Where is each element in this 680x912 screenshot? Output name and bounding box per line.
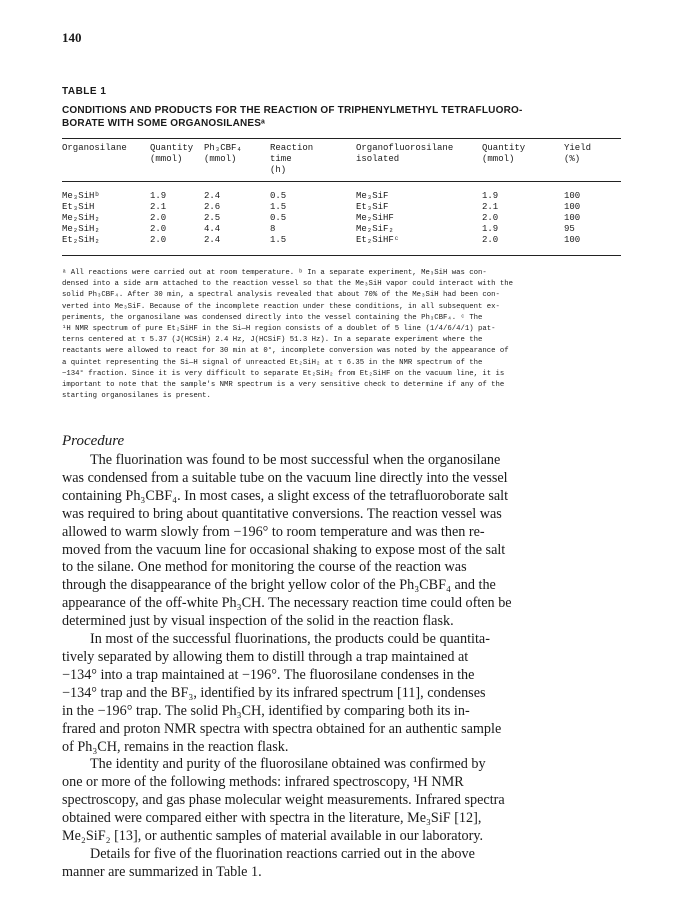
table-cell: 2.0 — [482, 235, 499, 245]
table-cell: 1.9 — [150, 191, 167, 201]
body-line: frared and proton NMR spectra with spectra obtained for an authentic sample — [62, 720, 502, 737]
table-header-cell — [564, 141, 621, 180]
table-header-text: time — [270, 154, 292, 164]
table-cell: 2.0 — [482, 213, 499, 223]
table-cell: 2.4 — [204, 235, 221, 245]
section-heading: Procedure — [62, 433, 125, 449]
table-cell: 1.9 — [482, 191, 499, 201]
body-line: was condensed from a suitable tube on the vacuum line directly into the vessel — [62, 469, 508, 486]
table-cell: 8 — [270, 224, 276, 234]
table-row — [62, 213, 621, 224]
table-cell: 95 — [564, 224, 575, 234]
body-line: Details for five of the fluorination reactions carried out in the above — [90, 845, 475, 862]
table-header-text: (mmol) — [150, 154, 183, 164]
table-cell: Me₂SiHF — [356, 213, 394, 223]
table-cell: 2.1 — [150, 202, 167, 212]
table-caption — [62, 104, 622, 130]
table-cell: Me₃SiHᵇ — [62, 191, 100, 201]
table-header-cell — [204, 141, 270, 180]
table-cell: 4.4 — [204, 224, 221, 234]
table-cell: 1.5 — [270, 235, 287, 245]
body-line: to the silane. One method for monitoring the course of the reaction was — [62, 559, 467, 576]
body-line: allowed to warm slowly from −196° to room temperature and was then re- — [62, 523, 485, 540]
table-row — [62, 235, 621, 246]
table-cell: Et₃SiH — [62, 202, 95, 212]
table-label: TABLE 1 — [62, 86, 107, 97]
footnote-line: ¹H NMR spectrum of pure Et₂SiHF in the Si—H region consists of a doublet of 5 line (1/4/6/4/1) pat- — [62, 325, 496, 334]
footnote-line: a quintet representing the Si—H signal of unreacted Et₂SiH₂ at τ 6.35 in the NMR spectrum of the — [62, 358, 483, 367]
table-cell: Et₃SiF — [356, 202, 389, 212]
table-cell: 100 — [564, 202, 581, 212]
footnote-line: −134° fraction. Since it is very difficult to separate Et₂SiH₂ from Et₂SiHF on the vacuum line, it is — [62, 369, 505, 378]
table-header-text: Organofluorosilane — [356, 143, 454, 153]
body-line: moved from the vacuum line for occasional shaking to expose most of the salt — [62, 541, 506, 558]
page-number: 140 — [62, 30, 82, 45]
body-line: containing Ph₃CBF₄. In most cases, a slight excess of the tetrafluoroborate salt — [62, 487, 509, 504]
table-footnotes — [62, 268, 622, 402]
table-cell: 1.5 — [270, 202, 287, 212]
body-line: of Ph₃CH, remains in the reaction flask. — [62, 738, 289, 755]
table-cell: Me₃SiF — [356, 191, 389, 201]
table-cell: 100 — [564, 191, 581, 201]
table-header-text: Reaction — [270, 143, 314, 153]
table-cell: 0.5 — [270, 213, 287, 223]
table-row — [62, 202, 621, 213]
table-header-cell — [356, 141, 482, 180]
body-line: spectroscopy, and gas phase molecular weight measurements. Infrared spectra — [62, 792, 505, 809]
footnote-line: important to note that the sample's NMR spectrum is a very sensitive check to determine if any of the — [62, 381, 505, 390]
footnote-line: periments, the organosilane was condensed directly into the vessel containing the Ph₃CBF₄. ᶜ The — [62, 313, 483, 322]
table-header-row — [62, 141, 621, 180]
table-cell: 2.4 — [204, 191, 221, 201]
table-spacer — [62, 180, 621, 191]
body-line: The identity and purity of the fluorosilane obtained was confirmed by — [90, 756, 486, 773]
table-header-text: (%) — [564, 154, 581, 164]
table-caption-line: BORATE WITH SOME ORGANOSILANESᵃ — [62, 118, 266, 129]
table-header-text: (h) — [270, 165, 287, 175]
table-cell: 2.0 — [150, 213, 167, 223]
body-line: in the −196° trap. The solid Ph₃CH, identified by comparing both its in- — [62, 702, 470, 719]
body-line: tively separated by allowing them to distill through a trap maintained at — [62, 648, 469, 665]
body-line: −134° trap and the BF₃, identified by its infrared spectrum [11], condenses — [62, 684, 486, 701]
table-caption-line: CONDITIONS AND PRODUCTS FOR THE REACTION OF TRIPHENYLMETHYL TETRAFLUORO- — [62, 105, 523, 116]
table-cell: 100 — [564, 235, 581, 245]
table-header-text: Quantity — [482, 143, 526, 153]
table-header-cell — [150, 141, 204, 180]
body-line: In most of the successful fluorinations, the products could be quantita- — [90, 631, 490, 648]
table-cell: Me₂SiF₂ — [356, 224, 394, 234]
table-cell: 1.9 — [482, 224, 499, 234]
table-cell: 2.5 — [204, 213, 221, 223]
table-cell: 2.0 — [150, 224, 167, 234]
table-header-text: Organosilane — [62, 143, 127, 153]
table-cell: 100 — [564, 213, 581, 223]
table-header-cell — [270, 141, 356, 180]
body-line: was required to bring about quantitative conversions. The reaction vessel was — [62, 505, 502, 522]
table-header-text: Yield — [564, 143, 592, 153]
table-cell: Et₂SiH₂ — [62, 235, 100, 245]
footnote-line: reactants were allowed to react for 30 min at 0°, incomplete conversion was noted by the appearance of — [62, 347, 509, 356]
body-line: obtained were compared either with spectra in the literature, Me₃SiF [12], — [62, 810, 482, 827]
body-line: Me₂SiF₂ [13], or authentic samples of material available in our laboratory. — [62, 828, 484, 845]
table-header-text: (mmol) — [204, 154, 237, 164]
footnote-line: ᵃ All reactions were carried out at room temperature. ᵇ In a separate experiment, Me₃SiH was con- — [62, 269, 487, 277]
procedure-body — [62, 452, 622, 882]
body-line: through the disappearance of the bright yellow color of the Ph₃CBF₄ and the — [62, 577, 496, 594]
body-line: manner are summarized in Table 1. — [62, 863, 262, 880]
footnote-line: starting organosilanes is present. — [62, 392, 211, 401]
table-header-text: (mmol) — [482, 154, 515, 164]
table-header-cell — [482, 141, 564, 180]
data-table — [62, 141, 621, 246]
table-header-text: isolated — [356, 154, 400, 164]
table-cell: 2.1 — [482, 202, 499, 212]
footnote-line: solid Ph₃CBF₄. After 30 min, a spectral analysis revealed that about 70% of the Me₃SiH had been con- — [62, 291, 500, 300]
table-row — [62, 191, 621, 202]
table-cell: Me₂SiH₂ — [62, 213, 100, 223]
body-line: determined just by visual inspection of the solid in the reaction flask. — [62, 613, 454, 630]
table-cell: Me₂SiH₂ — [62, 224, 100, 234]
footnote-line: verted into Me₃SiF. Because of the incomplete reaction under these conditions, in all subsequent ex- — [62, 302, 500, 311]
table-cell: 2.0 — [150, 235, 167, 245]
footnote-line: terns centered at τ 5.37 (J(HCSiH) 2.4 Hz, J(HCSiF) 51.3 Hz). In a separate experiment where the — [62, 336, 483, 345]
body-line: −134° into a trap maintained at −196°. The fluorosilane condenses in the — [62, 666, 475, 683]
table-header-cell — [62, 141, 150, 180]
body-line: The fluorination was found to be most successful when the organosilane — [90, 452, 501, 468]
table-top-rule — [62, 138, 621, 139]
table-cell: Et₂SiHFᶜ — [356, 235, 400, 245]
table-header-text: Ph₃CBF₄ — [204, 143, 242, 153]
body-line: appearance of the off-white Ph₃CH. The necessary reaction time could often be — [62, 595, 512, 612]
table-header-text: Quantity — [150, 143, 194, 153]
body-line: one or more of the following methods: infrared spectroscopy, ¹H NMR — [62, 774, 464, 791]
table-row — [62, 224, 621, 235]
table-cell: 0.5 — [270, 191, 287, 201]
footnote-line: densed into a side arm attached to the reaction vessel so that the Me₃SiH vapor could interact with the — [62, 280, 514, 289]
table-cell: 2.6 — [204, 202, 221, 212]
table-bottom-rule — [62, 255, 621, 256]
